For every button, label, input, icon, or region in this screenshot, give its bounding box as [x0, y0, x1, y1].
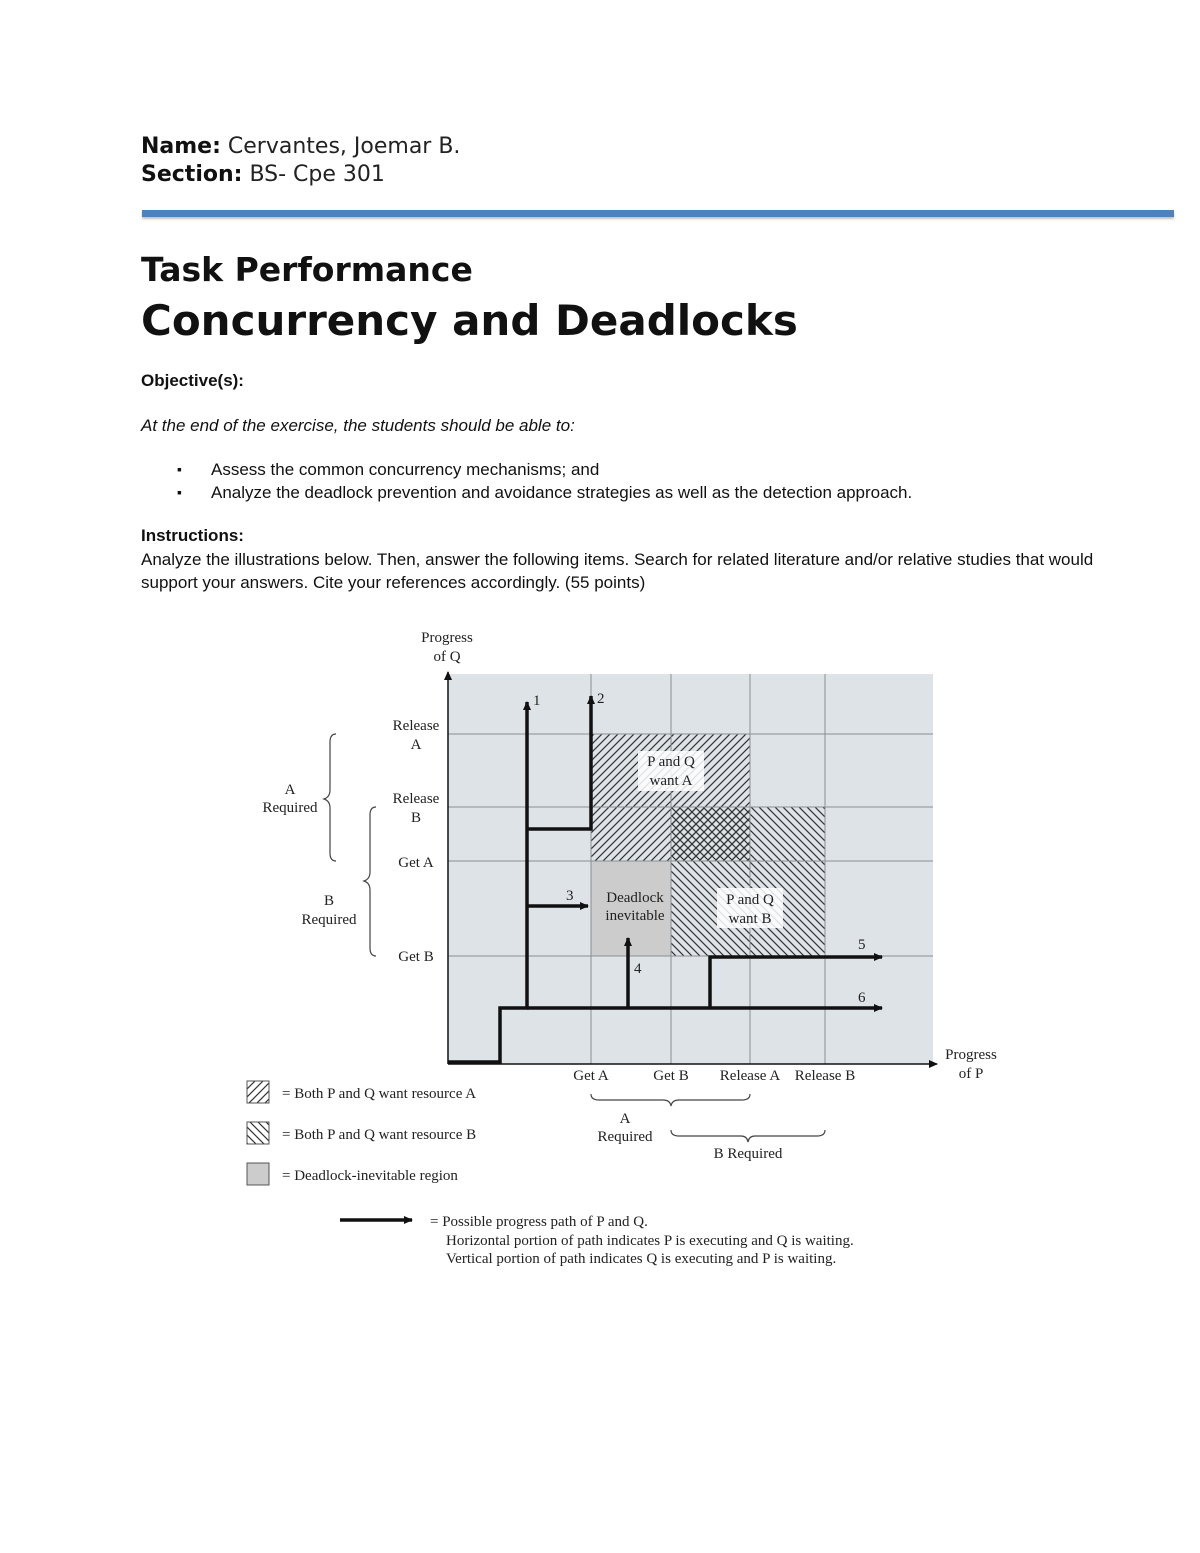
legend-vertical-text: Vertical portion of path indicates Q is executing and P is waiting.: [446, 1251, 837, 1267]
x-tick-label: Get A: [573, 1068, 609, 1084]
path-number: 1: [533, 693, 541, 709]
y-tick-label: A: [410, 737, 422, 753]
brace-x-a-required: [591, 1094, 750, 1106]
objectives-list: [141, 458, 912, 504]
brace-a-required: [324, 734, 336, 861]
instructions-heading: Instructions:: [141, 526, 244, 545]
region-want-b-label: want B: [728, 911, 772, 927]
bullet-icon: ▪: [177, 461, 182, 477]
legend-swatch-want-b: [247, 1122, 269, 1144]
x-tick-label: Get B: [653, 1068, 689, 1084]
x-tick-label: Release A: [719, 1068, 781, 1084]
path-number: 3: [566, 888, 574, 904]
region-want-b-label: P and Q: [726, 892, 774, 908]
b-required-label: B: [323, 893, 335, 909]
legend-swatch-deadlock: [247, 1163, 269, 1185]
objectives-heading: Objective(s):: [141, 371, 244, 390]
section-line: [141, 162, 385, 187]
section-label: Section:: [141, 162, 243, 187]
a-required-label: A: [284, 782, 296, 798]
name-line: [141, 134, 460, 159]
section-value: BS- Cpe 301: [249, 162, 385, 187]
brace-b-required: [364, 807, 376, 956]
x-a-required-label: A: [619, 1111, 631, 1127]
name-value: Cervantes, Joemar B.: [227, 134, 461, 159]
y-tick-label: Release: [392, 791, 440, 807]
region-want-a-label: want A: [649, 773, 693, 789]
legend-want-b-text: = Both P and Q want resource B: [282, 1127, 477, 1143]
objective-text: Assess the common concurrency mechanisms; and: [211, 460, 600, 479]
x-tick-label: Release B: [794, 1068, 856, 1084]
instructions-body: Analyze the illustrations below. Then, answer the following items. Search for related literature and/or relative studies that would support your answers. Cite your references accordingly. (55 points): [141, 550, 1094, 592]
x-a-required-label: Required: [597, 1129, 653, 1145]
region-deadlock-label: Deadlock: [606, 890, 664, 906]
task-label: Task Performance: [141, 250, 473, 289]
region-deadlock-label: inevitable: [605, 908, 665, 924]
x-axis-title: of P: [958, 1066, 984, 1082]
y-tick-label: Get A: [398, 855, 434, 871]
objective-text: Analyze the deadlock prevention and avoidance strategies as well as the detection approach.: [211, 483, 913, 502]
y-axis-title: of Q: [433, 649, 461, 665]
y-axis-title: Progress: [421, 630, 473, 646]
legend-swatch-want-a: [247, 1081, 269, 1103]
path-number: 5: [858, 937, 866, 953]
bullet-icon: ▪: [177, 484, 182, 500]
x-b-required-label: B Required: [713, 1146, 783, 1162]
legend-horizontal-text: Horizontal portion of path indicates P is executing and Q is waiting.: [446, 1233, 854, 1249]
path-number: 6: [858, 990, 866, 1006]
page-title: Concurrency and Deadlocks: [141, 296, 798, 345]
legend-deadlock-text: = Deadlock-inevitable region: [282, 1168, 458, 1184]
objectives-intro: At the end of the exercise, the students should be able to:: [141, 416, 575, 435]
header-rule: [142, 210, 1174, 217]
a-required-label: Required: [262, 800, 318, 816]
name-label: Name:: [141, 134, 221, 159]
list-item: [141, 458, 912, 481]
region-want-a-label: P and Q: [647, 754, 695, 770]
y-tick-label: B: [410, 810, 422, 826]
list-item: [141, 481, 912, 504]
legend-path-text: = Possible progress path of P and Q.: [430, 1214, 648, 1230]
deadlock-progress-diagram: [0, 600, 1200, 1300]
legend-want-a-text: = Both P and Q want resource A: [282, 1086, 477, 1102]
b-required-label: Required: [301, 912, 357, 928]
brace-x-b-required: [671, 1130, 825, 1142]
region-overlap-a: [671, 807, 750, 861]
x-axis-title: Progress: [945, 1047, 997, 1063]
path-number: 2: [597, 691, 605, 707]
y-tick-label: Get B: [398, 949, 434, 965]
path-number: 4: [634, 961, 642, 977]
y-tick-label: Release: [392, 718, 440, 734]
